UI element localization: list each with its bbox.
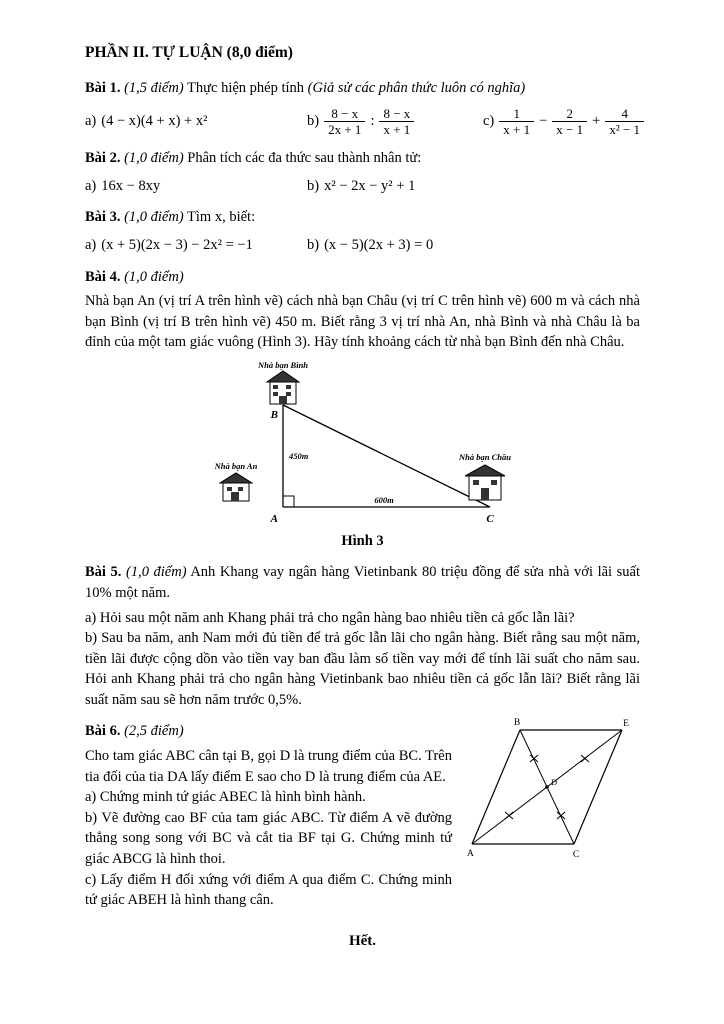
fraction [324, 106, 365, 138]
problem-6-part-b: b) Vẽ đường cao BF của tam giác ABC. Từ điểm A vẽ đường thẳng song song với BC và cắt tia BF tại G. Chứng minh tứ giác ABCG là hình thoi. [85, 809, 452, 867]
problem-3-points: (1,0 điểm) [124, 209, 184, 226]
point-b-label: B [270, 408, 278, 421]
problem-2-heading [85, 148, 640, 169]
problem-5-points: (1,0 điểm) [125, 564, 187, 581]
fraction [379, 106, 414, 138]
fraction-numerator: 1 [499, 106, 534, 122]
binh-house-label: Nhà bạn Bình [257, 359, 308, 370]
parallelogram-figure [464, 716, 636, 866]
point-e-label: E [623, 719, 629, 730]
side-ec [574, 730, 622, 844]
part-a-expression: (x + 5)(2x − 3) − 2x² = −1 [101, 236, 253, 253]
fraction-numerator: 2 [552, 106, 587, 122]
part-a-expression: (4 − x)(4 + x) + x² [101, 113, 208, 130]
part-c-label: c) [483, 113, 495, 130]
problem-6-intro: Cho tam giác ABC cân tại B, gọi D là trung điểm của BC. Trên tia đối của tia DA lấy điểm E sao cho D là trung điểm của AE. [85, 748, 452, 785]
problem-1-points: (1,5 điểm) [124, 80, 184, 96]
fraction-numerator: 8 − x [324, 106, 365, 122]
problem-3-part-a [85, 235, 307, 256]
chau-house-icon [465, 465, 505, 500]
part-a-label: a) [85, 236, 97, 253]
problem-3-expressions [85, 235, 640, 256]
fraction [499, 106, 534, 138]
problem-5-part-b: b) Sau ba năm, anh Nam mới đủ tiền để trả gốc lẫn lãi cho ngân hàng. Biết rằng sau một năm, tiền lãi được cộng dồn vào tiền vay ban đầu làm số tiền vay mới để tính lãi suất cho năm sau. Hỏi anh Khang phải trả cho ngân hàng Vietinbank bao nhiêu tiền cả gốc lẫn lãi? Biết rằng lãi suất năm sau sẽ hơn năm trước 0,5%. [85, 630, 640, 708]
distance-ab-label: 450m [288, 450, 308, 461]
problem-5 [85, 562, 640, 710]
problem-1-intro: Thực hiện phép tính [187, 80, 305, 96]
point-a-label: A [467, 849, 474, 860]
part-a-label: a) [85, 177, 97, 194]
point-a-label: A [270, 512, 278, 525]
problem-6 [85, 710, 640, 910]
fraction-denominator: x + 1 [383, 121, 411, 137]
problem-5-label: Bài 5. [85, 564, 122, 581]
problem-6-part-c: c) Lấy điểm H đối xứng với điểm A qua điểm C. Chứng minh tứ giác ABEH là hình thang cân. [85, 871, 452, 909]
fraction-denominator: 2x + 1 [328, 121, 362, 137]
problem-2-part-b [307, 176, 640, 197]
problem-4-label: Bài 4. [85, 268, 121, 285]
part-b-expression: (x − 5)(2x + 3) = 0 [324, 236, 434, 253]
problem-2-label: Bài 2. [85, 150, 121, 167]
plus-operator: + [592, 113, 601, 130]
problem-1-label: Bài 1. [85, 80, 121, 96]
figure-3-caption: Hình 3 [341, 532, 384, 549]
problem-4 [85, 267, 640, 552]
part-a-label: a) [85, 113, 97, 130]
problem-6-text [85, 710, 452, 910]
figure-3-container [85, 359, 640, 531]
problem-5-intro: Anh Khang vay ngân hàng Vietinbank 80 triệu đồng để sửa nhà với lãi suất 10% một năm. [85, 564, 641, 602]
problem-6-layout [85, 710, 640, 910]
point-d-dot [545, 786, 549, 790]
problem-5-part-a: a) Hỏi sau một năm anh Khang phải trả cho ngân hàng bao nhiêu tiền cả gốc lẫn lãi? [85, 609, 575, 626]
tick-mark-ad [505, 812, 513, 819]
problem-6-label: Bài 6. [85, 723, 121, 740]
problem-3-label: Bài 3. [85, 209, 121, 226]
problem-3 [85, 207, 640, 255]
minus-operator: − [539, 113, 548, 130]
distance-ac-label: 600m [373, 494, 394, 505]
tick-mark-de [581, 755, 589, 762]
problem-1 [85, 78, 640, 137]
problem-1-expressions [85, 106, 640, 138]
chau-house-label: Nhà bạn Chầu [458, 451, 511, 462]
fraction-denominator: x² − 1 [609, 121, 641, 137]
an-house-label: Nhà bạn An [214, 460, 257, 471]
right-triangle-figure [198, 359, 528, 531]
part-b-label: b) [307, 236, 320, 253]
an-house-icon [220, 473, 252, 501]
problem-6-figure-container [464, 710, 640, 910]
problem-3-part-b [307, 235, 640, 256]
problem-1-note: (Giả sử các phân thức luôn có nghĩa) [307, 80, 526, 96]
problem-6-heading [85, 721, 452, 742]
problem-2-expressions [85, 176, 640, 197]
point-c-label: C [572, 850, 580, 861]
side-ab [472, 730, 520, 844]
problem-2 [85, 148, 640, 196]
section-title: PHẦN II. TỰ LUẬN (8,0 điểm) [85, 44, 293, 61]
problem-1-part-a [85, 111, 307, 132]
tick-mark-bd [530, 755, 538, 762]
fraction [605, 106, 644, 138]
tick-mark-dc [557, 812, 565, 819]
problem-5-heading [85, 562, 640, 603]
problem-6-points: (2,5 điểm) [124, 723, 184, 740]
fraction-denominator: x + 1 [503, 121, 531, 137]
problem-4-points: (1,0 điểm) [124, 268, 184, 285]
right-angle-marker [283, 496, 294, 507]
problem-2-intro: Phân tích các đa thức sau thành nhân tử: [187, 150, 422, 167]
part-b-label: b) [307, 113, 320, 130]
problem-4-body: Nhà bạn An (vị trí A trên hình vẽ) cách nhà bạn Châu (vị trí C trên hình vẽ) 600 m và cách nhà bạn Bình (vị trí B trên hình vẽ) 450 m. Biết rằng 3 vị trí nhà An, nhà Bình và nhà Châu là ba đỉnh của một tam giác vuông (Hình 3). Hãy tính khoảng cách từ nhà bạn Bình đến nhà Châu. [85, 293, 640, 351]
problem-2-part-a [85, 176, 307, 197]
fraction-denominator: x − 1 [556, 121, 584, 137]
part-a-expression: 16x − 8xy [101, 177, 161, 194]
end-of-exam-marker: Hết. [348, 932, 377, 949]
part-b-expression: x² − 2x − y² + 1 [324, 177, 416, 194]
part-b-label: b) [307, 177, 320, 194]
point-c-label: C [485, 512, 494, 525]
division-operator: : [370, 113, 375, 130]
fraction-numerator: 8 − x [379, 106, 414, 122]
point-b-label: B [513, 718, 521, 729]
fraction-numerator: 4 [605, 106, 644, 122]
problem-1-part-c [483, 106, 644, 138]
binh-house-icon [267, 371, 299, 404]
point-d-label: D [551, 777, 558, 788]
problem-3-heading [85, 207, 640, 228]
problem-2-points: (1,0 điểm) [124, 150, 184, 167]
problem-3-intro: Tìm x, biết: [187, 209, 256, 226]
problem-4-heading [85, 267, 640, 288]
fraction [552, 106, 587, 138]
problem-6-part-a: a) Chứng minh tứ giác ABEC là hình bình hành. [85, 789, 366, 806]
problem-1-part-b [307, 106, 483, 138]
problem-1-heading [85, 78, 640, 99]
